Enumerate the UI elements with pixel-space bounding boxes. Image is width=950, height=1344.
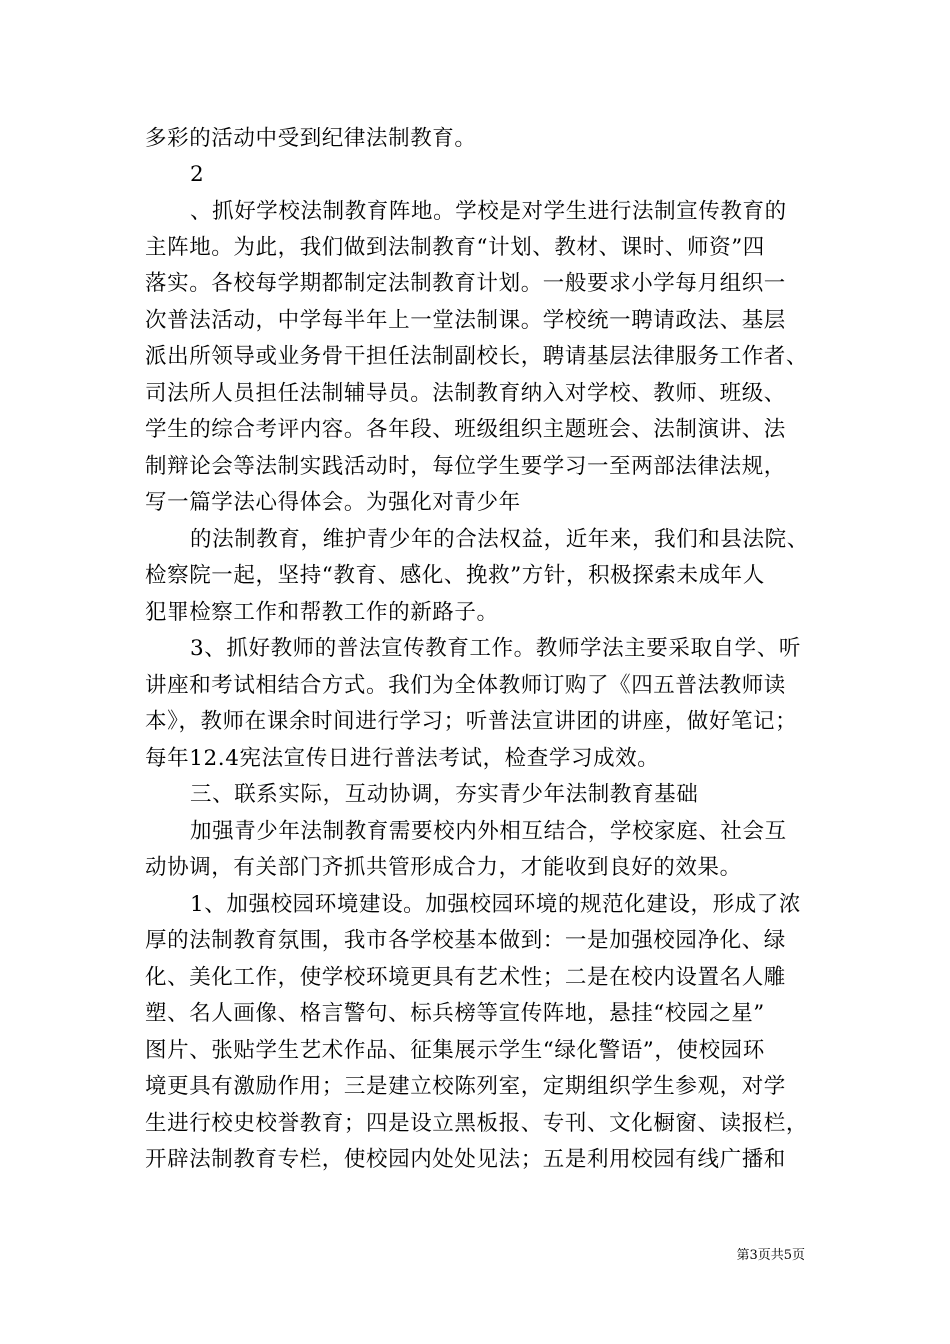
text-line: 塑、名人画像、格言警句、标兵榜等宣传阵地，悬挂“校园之星” — [145, 1001, 765, 1026]
text-line: 化、美化工作，使学校环境更具有艺术性；二是在校内设置名人雕 — [145, 965, 786, 990]
page-number: 第3页共5页 — [736, 1248, 805, 1263]
text-line: 境更具有激励作用；三是建立校陈列室，定期组织学生参观，对学 — [145, 1074, 786, 1099]
text-line: 讲座和考试相结合方式。我们为全体教师订购了《四五普法教师读 — [145, 673, 786, 698]
text-line: 学生的综合考评内容。各年段、班级组织主题班会、法制演讲、法 — [145, 417, 786, 442]
text-line: 落实。各校每学期都制定法制教育计划。一般要求小学每月组织一 — [145, 271, 786, 296]
text-line: 写一篇学法心得体会。为强化对青少年 — [145, 490, 521, 515]
text-line: 加强青少年法制教育需要校内外相互结合，学校家庭、社会互 — [190, 819, 787, 844]
text-line: 多彩的活动中受到纪律法制教育。 — [145, 126, 477, 151]
text-line: 图片、张贴学生艺术作品、征集展示学生“绿化警语”，使校园环 — [145, 1038, 765, 1063]
text-line: 派出所领导或业务骨干担任法制副校长，聘请基层法律服务工作者、 — [145, 344, 809, 369]
text-line: 3、抓好教师的普法宣传教育工作。教师学法主要采取自学、听 — [190, 636, 801, 661]
text-line: 本》，教师在课余时间进行学习；听普法宣讲团的讲座，做好笔记； — [145, 709, 798, 734]
section-heading: 三、联系实际，互动协调，夯实青少年法制教育基础 — [190, 782, 699, 807]
text-line: 1、加强校园环境建设。加强校园环境的规范化建设，形成了浓 — [190, 892, 801, 917]
text-line: 每年12.4宪法宣传日进行普法考试，检查学习成效。 — [145, 746, 660, 771]
text-line: 的法制教育，维护青少年的合法权益，近年来，我们和县法院、 — [190, 527, 809, 552]
text-line: 2 — [190, 162, 205, 187]
text-line: 厚的法制教育氛围，我市各学校基本做到：一是加强校园净化、绿 — [145, 928, 786, 953]
text-line: 司法所人员担任法制辅导员。法制教育纳入对学校、教师、班级、 — [145, 381, 786, 406]
text-line: 制辩论会等法制实践活动时，每位学生要学习一至两部法律法规， — [145, 454, 786, 479]
text-line: 犯罪检察工作和帮教工作的新路子。 — [145, 600, 499, 625]
text-line: 检察院一起，坚持“教育、感化、挽救”方针，积极探索未成年人 — [145, 563, 765, 588]
text-line: 动协调，有关部门齐抓共管形成合力，才能收到良好的效果。 — [145, 855, 742, 880]
text-line: 次普法活动，中学每半年上一堂法制课。学校统一聘请政法、基层 — [145, 308, 786, 333]
text-line: 主阵地。为此，我们做到法制教育“计划、教材、课时、师资”四 — [145, 235, 765, 260]
text-line: 生进行校史校誉教育；四是设立黑板报、专刊、文化橱窗、读报栏， — [145, 1111, 809, 1136]
text-line: 开辟法制教育专栏，使校园内处处见法；五是利用校园有线广播和 — [145, 1147, 786, 1172]
text-line: 、抓好学校法制教育阵地。学校是对学生进行法制宣传教育的 — [190, 199, 787, 224]
